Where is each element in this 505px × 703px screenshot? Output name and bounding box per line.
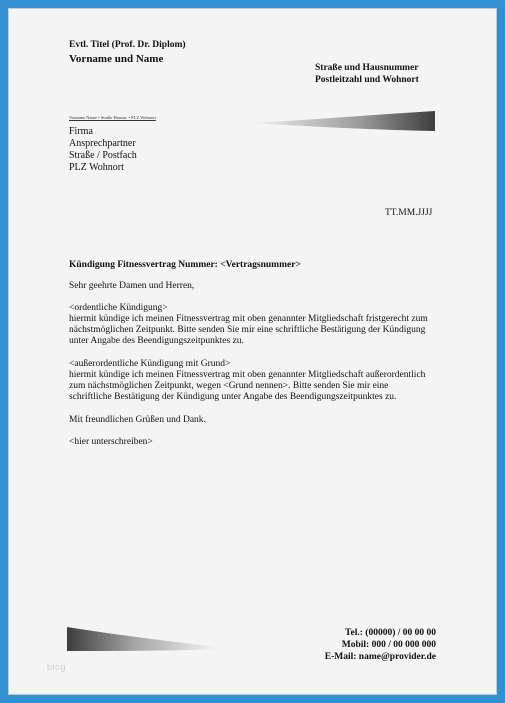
footer-tel: Tel.: (00000) / 00 00 00 — [345, 628, 436, 638]
sender-street: Straße und Hausnummer — [315, 63, 419, 73]
sender-title: Evtl. Titel (Prof. Dr. Diplom) — [69, 40, 186, 50]
subject-line: Kündigung Fitnessvertrag Nummer: <Vertragsnummer> — [69, 260, 301, 270]
recipient-company: Firma — [69, 126, 93, 137]
ordinary-line: hiermit kündige ich meinen Fitnessvertrag mit oben genannter Mitgliedschaft fristgerecht zum — [69, 314, 428, 324]
extraordinary-line: schriftliche Bestätigung der Kündigung unter Angabe des Beendigungszeitpunktes zu. — [69, 392, 397, 402]
closing-line: Mit freundlichen Grüßen und Dank. — [69, 415, 206, 425]
footer-email: E-Mail: name@provider.de — [324, 652, 436, 662]
return-address: Vorname Name • Straße Hausnr. • PLZ Wohnort — [69, 115, 156, 120]
signature-placeholder: <hier unterschreiben> — [69, 437, 153, 447]
sender-name: Vorname und Name — [69, 53, 164, 65]
extraordinary-heading: <außerordentliche Kündigung mit Grund> — [69, 359, 231, 369]
ordinary-line: unter Angabe des Beendigungszeitpunktes zu. — [69, 336, 244, 346]
sender-city: Postleitzahl und Wohnort — [315, 75, 419, 85]
recipient-city: PLZ Wohnort — [69, 162, 124, 173]
ordinary-heading: <ordentliche Kündigung> — [69, 303, 168, 313]
extraordinary-line: hiermit kündige ich meinen Fitnessvertrag mit oben genannter Mitgliedschaft außerordentlich — [69, 370, 426, 380]
extraordinary-line: zum nächstmöglichen Zeitpunkt, wegen <Grund nennen>. Bitte senden Sie mir eine — [69, 381, 389, 391]
recipient-street: Straße / Postfach — [69, 150, 137, 161]
footer-mobile: Mobil: 000 / 00 000 000 — [341, 640, 436, 650]
decorative-swoosh-top — [249, 111, 435, 133]
letter-date: TT.MM.JJJJ — [385, 208, 433, 218]
watermark-text: blog — [47, 662, 67, 672]
recipient-contact: Ansprechpartner — [69, 138, 136, 149]
decorative-swoosh-bottom — [67, 627, 217, 653]
salutation: Sehr geehrte Damen und Herren, — [69, 281, 195, 291]
letter-page — [8, 8, 497, 695]
ordinary-line: nächstmöglichen Zeitpunkt. Bitte senden Sie mir eine schriftliche Bestätigung der Kündigung — [69, 325, 426, 335]
